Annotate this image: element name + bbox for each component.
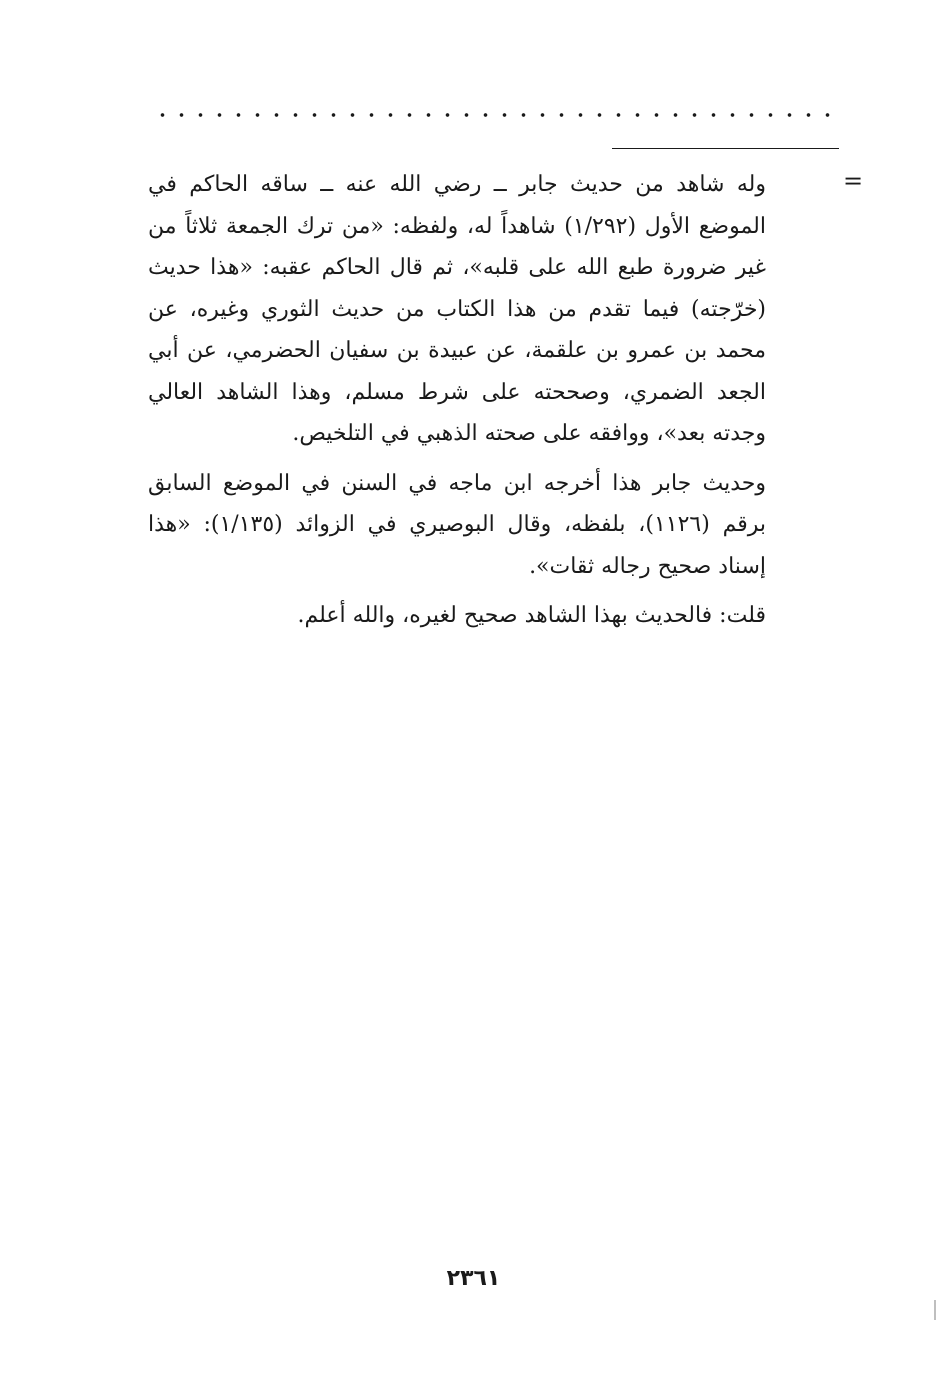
page-number: ٢٣٦١ bbox=[446, 1266, 501, 1291]
paragraph-2: وحديث جابر هذا أخرجه ابن ماجه في السنن في الموضع السابق برقم (١١٢٦)، بلفظه، وقال البوصيري في الزوائد (١/١٣٥): «هذا إسناد صحيح رجاله ثقات». bbox=[148, 470, 767, 579]
continuation-mark: = bbox=[842, 167, 864, 195]
dotted-separator bbox=[153, 110, 838, 120]
footnote-rule bbox=[612, 148, 839, 149]
paragraph-1: وله شاهد من حديث جابر ــ رضي الله عنه ــ ساقه الحاكم في الموضع الأول (١/٢٩٢) شاهداً له، ولفظه: «من ترك الجمعة ثلاثاً من غير ضرورة طبع الله على قلبه»، ثم قال الحاكم عقبه: «هذا حديث (خرّجته) فيما تقدم من هذا الكتاب من حديث الثوري وغيره، عن محمد بن عمرو بن علقمة، عن عبيدة بن سفيان الحضرمي، عن أبي الجعد الضمري، وصححته على شرط مسلم، وهذا الشاهد العالي وجدته بعد»، ووافقه على صحته الذهبي في التلخيص. bbox=[148, 172, 766, 446]
footnote-text bbox=[148, 164, 766, 637]
paragraph-3: قلت: فالحديث بهذا الشاهد صحيح لغيره، والله أعلم. bbox=[297, 603, 766, 628]
scan-artifact bbox=[934, 1300, 936, 1320]
